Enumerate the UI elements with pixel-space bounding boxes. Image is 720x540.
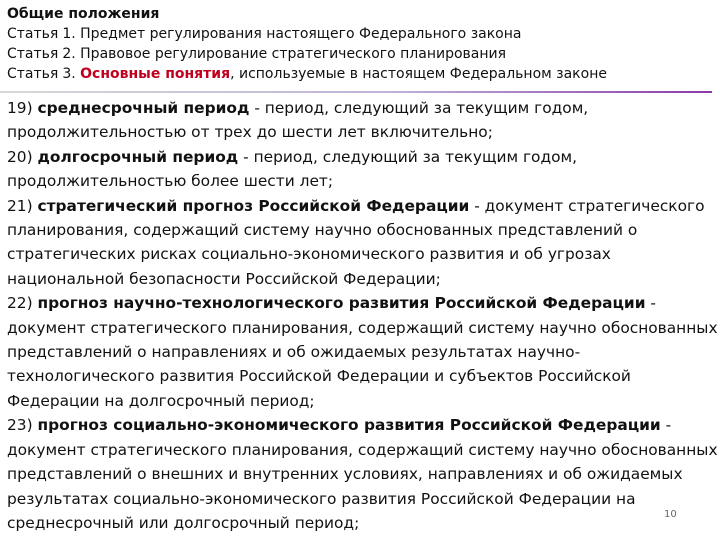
slide-header: [7, 5, 713, 84]
item-term: стратегический прогноз Российской Федерации: [37, 196, 470, 215]
item-definition: - период, следующий за текущим годом, продолжительностью более шести лет;: [7, 147, 578, 191]
item-number: 21): [7, 196, 33, 215]
article-2-text: 2. Правовое регулирование стратегического планирования: [62, 46, 507, 62]
article-prefix: Статья: [7, 46, 59, 62]
definition-item: [7, 413, 720, 535]
item-number: 19): [7, 99, 33, 117]
article-3-highlight: Основные понятия: [80, 66, 231, 82]
definition-item: [7, 96, 720, 145]
definition-item: [7, 145, 720, 194]
article-2-line: [7, 44, 713, 64]
item-term: среднесрочный период: [37, 99, 250, 117]
item-number: 23): [7, 416, 33, 435]
article-prefix: Статья: [7, 26, 59, 42]
header-divider: [0, 91, 712, 93]
item-term: прогноз научно-технологического развития Российской Федерации: [37, 294, 646, 313]
item-number: 20): [7, 147, 33, 166]
article-3-rest: , используемые в настоящем Федеральном законе: [230, 66, 607, 82]
definition-item: [7, 291, 720, 413]
article-prefix: Статья: [7, 66, 59, 82]
article-1-text: 1. Предмет регулирования настоящего Федерального закона: [62, 26, 522, 42]
article-3-number: 3.: [62, 66, 76, 82]
article-1-line: [7, 24, 713, 44]
definitions-list: [7, 96, 720, 535]
item-definition: - документ стратегического планирования, содержащий систему научно обоснованных представлений о стратегических рисках социально-экономического развития и об угрозах национальной безопасности Российской Федерации;: [7, 196, 705, 288]
definition-item: [7, 194, 720, 292]
page-number: 10: [664, 509, 677, 520]
item-definition: - период, следующий за текущим годом, продолжительностью от трех до шести лет включительно;: [7, 99, 589, 142]
item-definition: - документ стратегического планирования, содержащий систему научно обоснованных представлений о внешних и внутренних условиях, направлениях и об ожидаемых результатах социально-экономического развития Российской Федерации на среднесрочный или долгосрочный период;: [7, 416, 718, 532]
item-number: 22): [7, 294, 33, 313]
section-title: Общие положения: [7, 6, 160, 22]
item-definition: - документ стратегического планирования, содержащий систему научно обоснованных представлений о направлениях и об ожидаемых результатах научно-технологического развития Российской Федерации и субъектов Российской Федерации на долгосрочный период;: [7, 294, 718, 410]
item-term: долгосрочный период: [37, 147, 239, 166]
article-3-line: [7, 64, 713, 84]
item-term: прогноз социально-экономического развития Российской Федерации: [37, 416, 661, 435]
